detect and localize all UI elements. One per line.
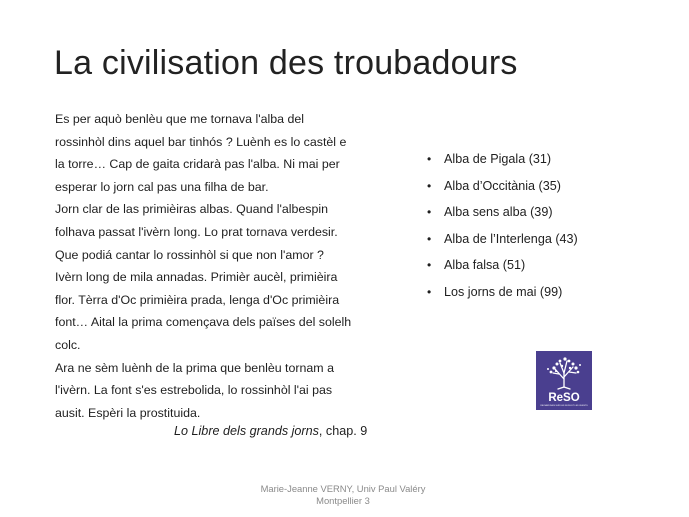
quote-line: folhava passat l'ivèrn long. Lo prat tornava verdesir. [55, 224, 338, 239]
quote-line: Es per aquò benlèu que me tornava l'alba del [55, 112, 304, 126]
reso-logo [536, 351, 592, 410]
bullet-item [427, 199, 578, 226]
logo-tagline: RECHERCHES SUR LES SUDS ET LES OUESTS [540, 405, 588, 407]
bullet-item [427, 173, 578, 200]
quote-paragraph [55, 108, 400, 424]
citation-reference: , chap. 9 [318, 424, 368, 438]
bullet-icon: • [427, 284, 432, 299]
citation [174, 424, 367, 438]
quote-line: l'ivèrn. La font s'es estrebolida, lo rossinhòl l'ai pas [55, 383, 333, 398]
bullet-label: Los jorns de mai (99) [444, 284, 563, 299]
citation-book-title: Lo Libre dels grands jorns [174, 424, 319, 438]
quote-line: esperar lo jorn cal pas una filha de bar. [55, 179, 269, 194]
bullet-item [427, 226, 578, 253]
footer [220, 483, 466, 507]
quote-line: Ivèrn long de mila annadas. Primièr aucèl, primièira [55, 270, 338, 285]
bullet-icon: • [427, 205, 432, 219]
bullet-label: Alba de l’Interlenga (43) [444, 231, 578, 246]
bullet-icon: • [427, 152, 432, 166]
bullet-label: Alba d’Occitània (35) [444, 178, 561, 193]
quote-line: rossinhòl dins aquel bar tinhós ? Luènh es lo castèl e [55, 134, 347, 149]
quote-line: Jorn clar de las primièiras albas. Quand l'albespin [55, 202, 329, 217]
quote-line: Ara ne sèm luènh de la prima que benlèu tornam a [55, 360, 334, 375]
bullet-label: Alba sens alba (39) [444, 205, 553, 219]
bullet-list [427, 146, 578, 305]
bullet-icon: • [427, 258, 432, 272]
bullet-label: Alba de Pigala (31) [444, 152, 552, 166]
footer-author: Marie-Jeanne VERNY, Univ Paul Valéry [260, 483, 426, 494]
quote-line: colc. [55, 337, 81, 352]
quote-line: la torre… Cap de gaita cridarà pas l'alba. Ni mai per [55, 157, 340, 172]
bullet-item [427, 146, 578, 173]
bullet-icon: • [427, 231, 432, 246]
quote-line: ausit. Espèri la prostituida. [55, 405, 201, 420]
quote-line: flor. Tèrra d'Oc primièira prada, lenga d'Oc primièira [55, 292, 340, 307]
bullet-icon: • [427, 178, 432, 193]
tree-logo-icon [536, 351, 592, 410]
logo-text: ReSO [548, 392, 580, 404]
bullet-item [427, 252, 578, 279]
slide-title: La civilisation des troubadours [54, 44, 518, 82]
bullet-item [427, 279, 578, 306]
quote-line: font… Aital la prima començava dels païses del solelh [55, 315, 352, 330]
quote-line: Que podiá cantar lo rossinhòl si que non l'amor ? [55, 247, 324, 262]
footer-institution: Montpellier 3 [316, 495, 370, 506]
bullet-label: Alba falsa (51) [444, 258, 526, 272]
